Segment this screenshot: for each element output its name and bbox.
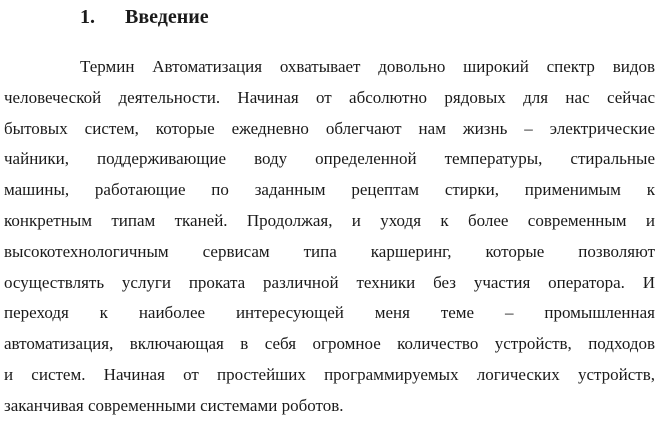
paragraph-line: автоматизация, включающая в себя огромное количество устройств, подходов — [4, 334, 655, 354]
paragraph-line: Термин Автоматизация охватывает довольно широкий спектр видов — [80, 57, 655, 76]
paragraph-line: заканчивая современными системами роботов. — [4, 395, 344, 415]
paragraph-line: человеческой деятельности. Начиная от абсолютно рядовых для нас сейчас — [4, 87, 655, 107]
paragraph-line: бытовых систем, которые ежедневно облегчают нам жизнь – электрические — [4, 118, 655, 138]
section-title: Введение — [125, 6, 209, 28]
paragraph-line: и систем. Начиная от простейших программируемых логических устройств, — [4, 364, 655, 384]
section-number: 1. — [80, 6, 95, 28]
paragraph-line: чайники, поддерживающие воду определенной температуры, стиральные — [4, 149, 655, 169]
introduction-paragraph — [4, 52, 655, 422]
paragraph-line: машины, работающие по заданным рецептам стирки, применимым к — [4, 180, 655, 200]
section-heading — [80, 5, 209, 29]
paragraph-line: высокотехнологичным сервисам типа каршеринг, которые позволяют — [4, 241, 655, 261]
paragraph-line: конкретным типам тканей. Продолжая, и уходя к более современным и — [4, 210, 655, 230]
paragraph-line: переходя к наиболее интересующей меня теме – промышленная — [4, 303, 655, 323]
paragraph-line: осуществлять услуги проката различной техники без участия оператора. И — [4, 272, 655, 292]
